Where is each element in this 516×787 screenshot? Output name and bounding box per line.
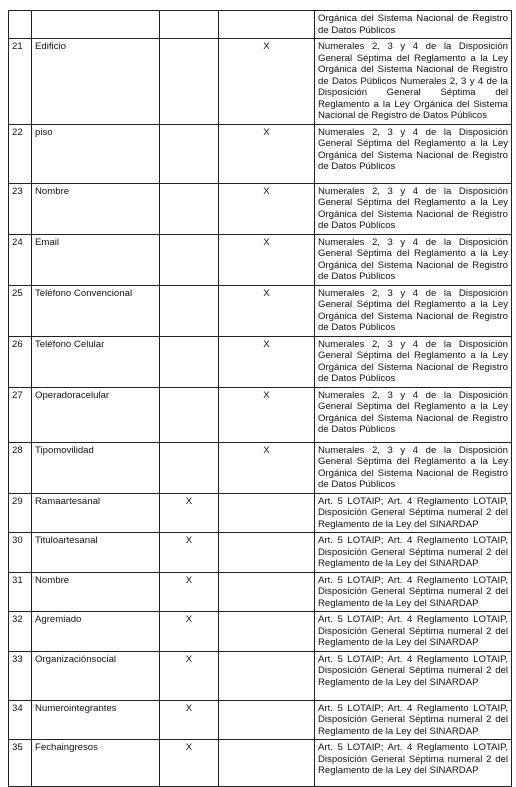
column-1-mark — [160, 234, 219, 285]
row-number: 23 — [9, 183, 32, 234]
column-1-mark: X — [160, 493, 219, 533]
field-name: Fechaingresos — [32, 740, 160, 787]
column-1-mark — [160, 11, 219, 39]
column-2-mark — [219, 533, 315, 573]
table-row — [9, 183, 512, 234]
legal-basis: Numerales 2, 3 y 4 de la Disposición General Séptima del Reglamento a la Ley Orgánica del Sistema Nacional de Registro de Datos Públicos — [315, 442, 512, 493]
row-number: 22 — [9, 124, 32, 183]
table-row — [9, 493, 512, 533]
legal-basis: Art. 5 LOTAIP; Art. 4 Reglamento LOTAIP, Disposición General Séptima numeral 2 del Reglamento de la Ley del SINARDAP — [315, 572, 512, 612]
row-number: 24 — [9, 234, 32, 285]
column-2-mark — [219, 651, 315, 700]
row-number: 21 — [9, 39, 32, 125]
row-number: 31 — [9, 572, 32, 612]
column-1-mark — [160, 124, 219, 183]
field-name: Tipomovilidad — [32, 442, 160, 493]
table-row — [9, 11, 512, 39]
row-number: 34 — [9, 700, 32, 740]
table-row — [9, 740, 512, 787]
table-row — [9, 442, 512, 493]
legal-basis: Numerales 2, 3 y 4 de la Disposición General Séptima del Reglamento a la Ley Orgánica del Sistema Nacional de Registro de Datos Públicos — [315, 124, 512, 183]
column-1-mark: X — [160, 700, 219, 740]
table-row — [9, 612, 512, 652]
legal-basis: Numerales 2, 3 y 4 de la Disposición General Séptima del Reglamento a la Ley Orgánica del Sistema Nacional de Registro de Datos Públicos Numerales 2, 3 y 4 de la Disposición General Séptima del Reglamento a la Ley Orgánica del Sistema Nacional de Registro de Datos Públicos — [315, 39, 512, 125]
table-row — [9, 572, 512, 612]
column-2-mark — [219, 700, 315, 740]
row-number: 35 — [9, 740, 32, 787]
field-name: Operadoracelular — [32, 387, 160, 442]
row-number: 28 — [9, 442, 32, 493]
field-name: Email — [32, 234, 160, 285]
row-number: 30 — [9, 533, 32, 573]
row-number: 32 — [9, 612, 32, 652]
data-fields-table — [8, 10, 512, 787]
table-row — [9, 700, 512, 740]
field-name — [32, 11, 160, 39]
row-number: 29 — [9, 493, 32, 533]
legal-basis: Art. 5 LOTAIP; Art. 4 Reglamento LOTAIP, Disposición General Séptima numeral 2 del Reglamento de la Ley del SINARDAP — [315, 651, 512, 700]
table-row — [9, 124, 512, 183]
column-2-mark: X — [219, 336, 315, 387]
column-1-mark: X — [160, 651, 219, 700]
legal-basis: Numerales 2, 3 y 4 de la Disposición General Séptima del Reglamento a la Ley Orgánica del Sistema Nacional de Registro de Datos Públicos — [315, 336, 512, 387]
table-row — [9, 234, 512, 285]
column-1-mark — [160, 183, 219, 234]
column-2-mark: X — [219, 183, 315, 234]
field-name: Agremiado — [32, 612, 160, 652]
field-name: Teléfono Convencional — [32, 285, 160, 336]
table-row — [9, 533, 512, 573]
legal-basis: Art. 5 LOTAIP; Art. 4 Reglamento LOTAIP, Disposición General Séptima numeral 2 del Reglamento de la Ley del SINARDAP — [315, 700, 512, 740]
legal-basis: Numerales 2, 3 y 4 de la Disposición General Séptima del Reglamento a la Ley Orgánica del Sistema Nacional de Registro de Datos Públicos — [315, 183, 512, 234]
row-number: 25 — [9, 285, 32, 336]
column-1-mark — [160, 387, 219, 442]
legal-basis: Numerales 2, 3 y 4 de la Disposición General Séptima del Reglamento a la Ley Orgánica del Sistema Nacional de Registro de Datos Públicos — [315, 285, 512, 336]
column-2-mark — [219, 612, 315, 652]
column-2-mark — [219, 740, 315, 787]
legal-basis: Art. 5 LOTAIP; Art. 4 Reglamento LOTAIP, Disposición General Séptima numeral 2 del Reglamento de la Ley del SINARDAP — [315, 612, 512, 652]
field-name: Ramaartesanal — [32, 493, 160, 533]
column-1-mark — [160, 39, 219, 125]
column-1-mark — [160, 442, 219, 493]
column-2-mark: X — [219, 234, 315, 285]
legal-basis: Art. 5 LOTAIP; Art. 4 Reglamento LOTAIP, Disposición General Séptima numeral 2 del Reglamento de la Ley del SINARDAP — [315, 493, 512, 533]
table-row — [9, 651, 512, 700]
row-number: 27 — [9, 387, 32, 442]
column-2-mark: X — [219, 39, 315, 125]
table-row — [9, 39, 512, 125]
column-2-mark — [219, 493, 315, 533]
table-row — [9, 285, 512, 336]
column-2-mark: X — [219, 124, 315, 183]
column-2-mark — [219, 572, 315, 612]
field-name: Organizaciónsocial — [32, 651, 160, 700]
legal-basis: Numerales 2, 3 y 4 de la Disposición General Séptima del Reglamento a la Ley Orgánica del Sistema Nacional de Registro de Datos Públicos — [315, 387, 512, 442]
column-2-mark: X — [219, 285, 315, 336]
column-1-mark: X — [160, 740, 219, 787]
row-number: 26 — [9, 336, 32, 387]
field-name: Tituloartesanal — [32, 533, 160, 573]
column-1-mark: X — [160, 533, 219, 573]
row-number — [9, 11, 32, 39]
field-name: Numerointegrantes — [32, 700, 160, 740]
column-2-mark: X — [219, 387, 315, 442]
table-row — [9, 336, 512, 387]
row-number: 33 — [9, 651, 32, 700]
field-name: piso — [32, 124, 160, 183]
column-2-mark: X — [219, 442, 315, 493]
field-name: Nombre — [32, 183, 160, 234]
column-1-mark: X — [160, 612, 219, 652]
legal-basis: Art. 5 LOTAIP; Art. 4 Reglamento LOTAIP, Disposición General Séptima numeral 2 del Reglamento de la Ley del SINARDAP — [315, 533, 512, 573]
field-name: Teléfono Celular — [32, 336, 160, 387]
column-1-mark: X — [160, 572, 219, 612]
column-1-mark — [160, 336, 219, 387]
column-1-mark — [160, 285, 219, 336]
field-name: Nombre — [32, 572, 160, 612]
legal-basis: Numerales 2, 3 y 4 de la Disposición General Séptima del Reglamento a la Ley Orgánica del Sistema Nacional de Registro de Datos Públicos — [315, 234, 512, 285]
field-name: Edificio — [32, 39, 160, 125]
legal-basis: Art. 5 LOTAIP; Art. 4 Reglamento LOTAIP, Disposición General Séptima numeral 2 del Reglamento de la Ley del SINARDAP — [315, 740, 512, 787]
legal-basis: Orgánica del Sistema Nacional de Registro de Datos Públicos — [315, 11, 512, 39]
table-row — [9, 387, 512, 442]
column-2-mark — [219, 11, 315, 39]
